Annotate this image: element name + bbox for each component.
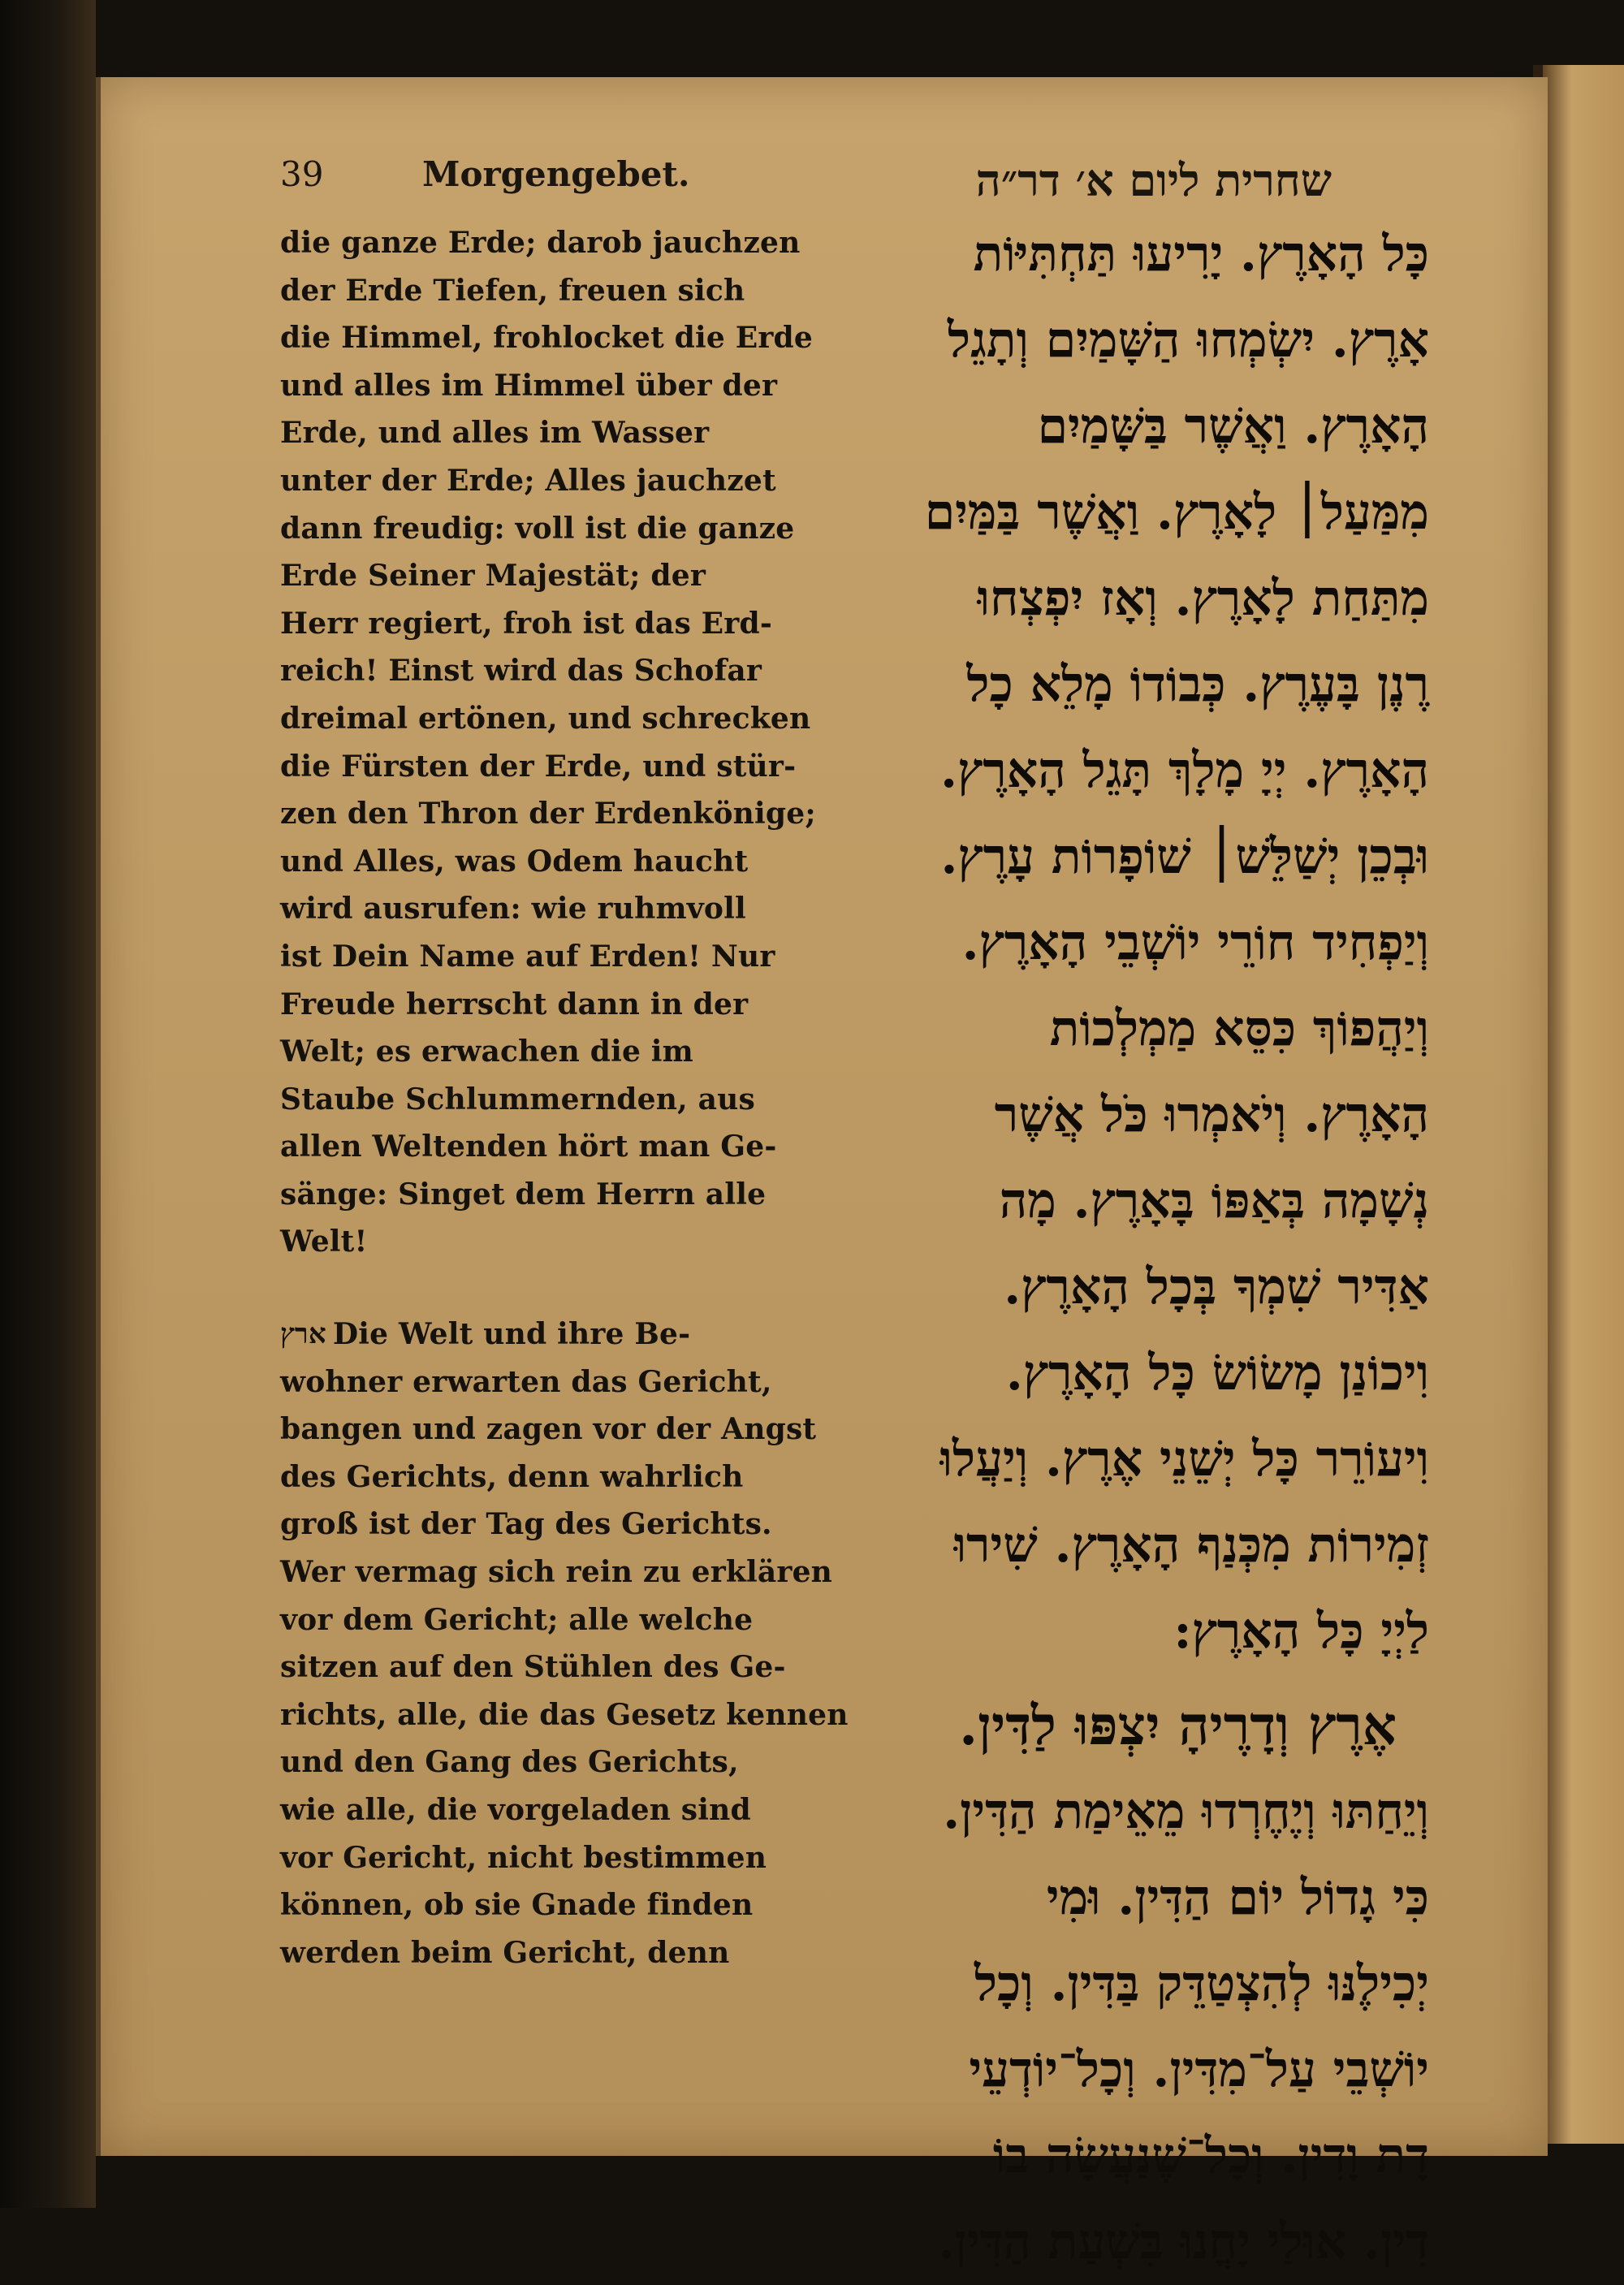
hebrew-line: דָת וָדִין. וְכָל־שֶׁנַּעֲשָׂה בוֹ bbox=[992, 2127, 1429, 2184]
hebrew-line: דִין. אוּלַי יָחֳנוּ בִּשְׁעַת הַדִּין. bbox=[937, 2214, 1429, 2270]
hebrew-line: כָּל הָאָרֶץ. יָרִיעוּ תַּחְתִּיּוֹת bbox=[973, 226, 1429, 283]
german-line: vor dem Gericht; alle welche bbox=[280, 1602, 754, 1637]
german-line: die Fürsten der Erde, und stür- bbox=[280, 749, 797, 784]
german-line: zen den Thron der Erdenkönige; bbox=[280, 797, 816, 831]
german-line: wird ausrufen: wie ruhmvoll bbox=[280, 892, 746, 927]
page-number: 39 bbox=[280, 154, 324, 194]
hebrew-line: לַיְיָ כָּל הָאָרֶץ: bbox=[1173, 1603, 1429, 1660]
german-line: Freude herrscht dann in der bbox=[280, 987, 749, 1022]
hebrew-paragraph-2 bbox=[800, 1682, 1429, 2285]
hebrew-line: הָאָרֶץ. וְיֹאמְרוּ כֹּל אֲשֶׁר bbox=[994, 1086, 1429, 1143]
hebrew-line: זְמִירוֹת מִכְּנַף הָאָרֶץ. שִׁירוּ bbox=[953, 1517, 1429, 1574]
facing-page-edge bbox=[1543, 65, 1624, 2144]
hebrew-keyword-marker: ארץ bbox=[280, 1318, 326, 1351]
german-running-title: Morgengebet. bbox=[422, 154, 690, 194]
german-line: Erde, und alles im Wasser bbox=[280, 416, 710, 451]
hebrew-line: אַדִּיר שִׁמְךָ בְּכָל הָאָרֶץ. bbox=[1004, 1259, 1429, 1315]
german-line: reich! Einst wird das Schofar bbox=[280, 654, 762, 689]
german-line: Welt! bbox=[280, 1225, 368, 1259]
hebrew-line: וְיַפְחִיד חוֹרֵי יוֹשְׁבֵי הָאָרֶץ. bbox=[961, 914, 1429, 971]
hebrew-line: הָאָרֶץ. וַאֲשֶׁר בַּשָּׁמַיִם bbox=[1037, 398, 1429, 455]
hebrew-line: אֶרֶץ וְדָרֶיהָ יִצְפּוּ לַדִּין. bbox=[959, 1694, 1397, 1757]
hebrew-line: כִּי גָדוֹל יוֹם הַדִּין. וּמִי bbox=[1046, 1869, 1429, 1926]
german-line: unter der Erde; Alles jauchzet bbox=[280, 463, 776, 498]
german-line bbox=[280, 1311, 755, 1358]
german-line: groß ist der Tag des Gerichts. bbox=[280, 1507, 772, 1542]
german-line: sitzen auf den Stühlen des Ge- bbox=[280, 1650, 786, 1685]
hebrew-line: יְכִילֶנּוּ לְהִצְטַדֵּק בַּדִּין. וְכָל bbox=[974, 1955, 1429, 2012]
hebrew-line: נְשָׁמָה בְּאַפּוֹ בָּאָרֶץ. מָה bbox=[999, 1173, 1429, 1229]
hebrew-line: רֶנֶן בָּעֶרֶץ. כְּבוֹדוֹ מָלֵא כָל bbox=[966, 656, 1429, 713]
german-line: wie alle, die vorgeladen sind bbox=[280, 1793, 751, 1827]
hebrew-line: אָרֶץ. יִשְׂמְחוּ הַשָּׁמַיִם וְתָגֵל bbox=[948, 312, 1429, 369]
book-spine bbox=[0, 0, 96, 2208]
hebrew-line: מִתַּחַת לָאָרֶץ. וְאָז יִפְצְחוּ bbox=[977, 570, 1429, 627]
german-line: allen Weltenden hört man Ge- bbox=[280, 1130, 777, 1164]
german-line: Staube Schlummernden, aus bbox=[280, 1082, 755, 1117]
hebrew-line: יוֹשְׁבֵי עַל־מִדִּין. וְכָל־יוֹדְעֵי bbox=[969, 2041, 1429, 2098]
german-line: vor Gericht, nicht bestimmen bbox=[280, 1840, 767, 1875]
hebrew-paragraph-1 bbox=[800, 211, 1429, 1674]
german-line: richts, alle, die das Gesetz kennen bbox=[280, 1697, 849, 1732]
german-line: werden beim Gericht, denn bbox=[280, 1935, 730, 1970]
german-line: und alles im Himmel über der bbox=[280, 368, 778, 403]
german-line: Welt; es erwachen die im bbox=[280, 1035, 693, 1069]
german-line: wohner erwarten das Gericht, bbox=[280, 1364, 772, 1399]
german-line: ist Dein Name auf Erden! Nur bbox=[280, 939, 775, 974]
hebrew-line: וִיכוֹנַן מָשׂוֹשׂ כָּל הָאָרֶץ. bbox=[1005, 1345, 1429, 1402]
german-line: sänge: Singet dem Herrn alle bbox=[280, 1177, 767, 1212]
hebrew-line: וְיַהֲפוֹךְ כִּסֵּא מַמְלְכוֹת bbox=[1049, 1000, 1429, 1057]
german-line: dann freudig: voll ist die ganze bbox=[280, 511, 795, 546]
german-line-text: Die Welt und ihre Be- bbox=[332, 1317, 691, 1352]
german-line: und den Gang des Gerichts, bbox=[280, 1745, 739, 1780]
hebrew-line: וּבְכֵן יְשַׁלֵּשׁ׀ שׁוֹפָרוֹת עָרֶץ. bbox=[940, 828, 1429, 885]
german-line: Herr regiert, froh ist das Erd- bbox=[280, 606, 772, 641]
german-line: der Erde Tiefen, freuen sich bbox=[280, 273, 745, 308]
hebrew-line: הָאָרֶץ. יְיָ מָלָךְ תָּגֵל הָאָרֶץ. bbox=[940, 742, 1429, 799]
german-line: die Himmel, frohlocket die Erde bbox=[280, 321, 814, 356]
german-paragraph-1 bbox=[280, 219, 816, 1266]
german-line: des Gerichts, denn wahrlich bbox=[280, 1459, 744, 1494]
german-translation-column bbox=[280, 219, 849, 1976]
hebrew-running-title: שחרית ליום א׳ דר״ה bbox=[975, 154, 1332, 206]
hebrew-line: וְיֵחַתּוּ וְיֶחֶרְדוּ מֵאֵימַת הַדִּין. bbox=[943, 1783, 1429, 1840]
hebrew-line: וִיעוֹרֵר כָּל יְשֵׁנֵי אֶרֶץ. וְיַעֲלוּ bbox=[939, 1431, 1429, 1488]
german-line: dreimal ertönen, und schrecken bbox=[280, 701, 811, 736]
german-line: die ganze Erde; darob jauchzen bbox=[280, 226, 801, 260]
hebrew-prayer-column bbox=[800, 211, 1429, 2285]
german-line: Erde Seiner Majestät; der bbox=[280, 559, 706, 594]
german-line: und Alles, was Odem haucht bbox=[280, 844, 749, 879]
german-line: können, ob sie Gnade finden bbox=[280, 1888, 754, 1923]
german-line: Wer vermag sich rein zu erklären bbox=[280, 1555, 833, 1590]
german-paragraph-2 bbox=[280, 1311, 849, 1976]
hebrew-line: מִמַּעַל׀ לָאָרֶץ. וַאֲשֶׁר בַּמַּיִם bbox=[924, 484, 1429, 541]
german-line: bangen und zagen vor der Angst bbox=[280, 1412, 817, 1447]
